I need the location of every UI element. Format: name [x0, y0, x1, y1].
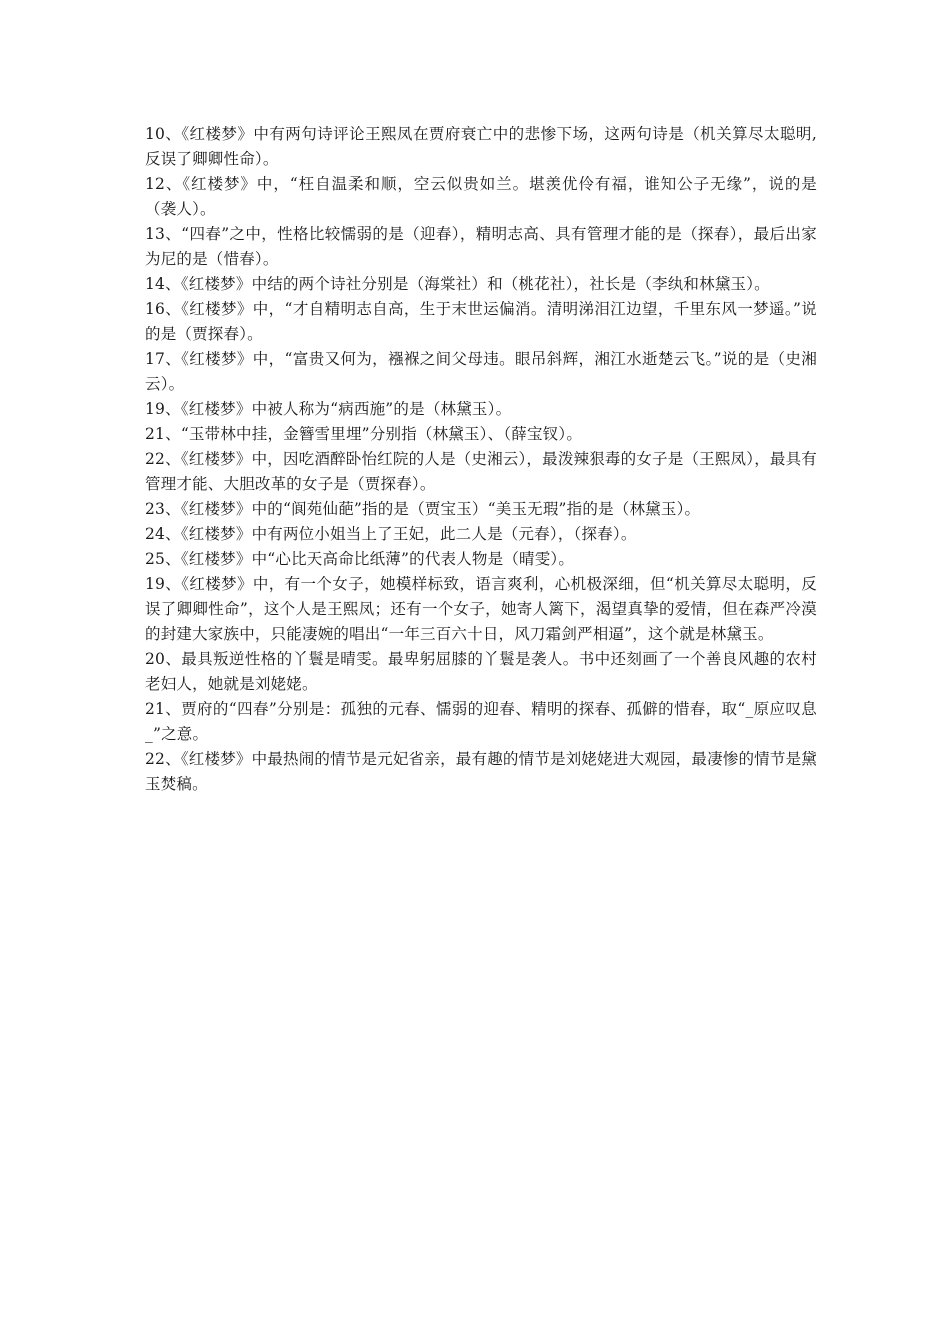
- paragraph-q24: 24、《红楼梦》中有两位小姐当上了王妃，此二人是（元春），（探春）。: [145, 525, 637, 543]
- paragraph-q14: 14、《红楼梦》中结的两个诗社分别是（海棠社）和（桃花社），社长是（李纨和林黛玉）。: [145, 275, 770, 293]
- paragraph-q21b: 21、贾府的“四春”分别是：孤独的元春、懦弱的迎春、精明的探春、孤僻的惜春，取“_原应叹息_”之意。: [145, 700, 817, 743]
- paragraph-q20: 20、最具叛逆性格的丫鬟是晴雯。最卑躬屈膝的丫鬟是袭人。书中还刻画了一个善良风趣的农村老妇人，她就是刘姥姥。: [145, 650, 817, 693]
- paragraph-q13: 13、“四春”之中，性格比较懦弱的是（迎春），精明志高、具有管理才能的是（探春），最后出家为尼的是（惜春）。: [145, 225, 817, 268]
- paragraph-q22a: 22、《红楼梦》中，因吃酒醉卧怡红院的人是（史湘云），最泼辣狠毒的女子是（王熙凤），最具有管理才能、大胆改革的女子是（贾探春）。: [145, 450, 817, 493]
- paragraph-q21a: 21、“玉带林中挂，金簪雪里埋”分别指（林黛玉）、（薛宝钗）。: [145, 425, 583, 443]
- paragraph-q16: 16、《红楼梦》中，“才自精明志自高，生于末世运偏消。清明涕泪江边望，千里东风一梦遥。”说的是（贾探春）。: [145, 300, 817, 343]
- paragraph-q25: 25、《红楼梦》中“心比天高命比纸薄”的代表人物是（晴雯）。: [145, 550, 575, 568]
- paragraph-q17: 17、《红楼梦》中，“富贵又何为，襁褓之间父母违。眼吊斜辉，湘江水逝楚云飞。”说的是（史湘云）。: [145, 350, 817, 393]
- paragraph-q10: 10、《红楼梦》中有两句诗评论王熙凤在贾府衰亡中的悲惨下场，这两句诗是（机关算尽太聪明,反误了卿卿性命）。: [145, 125, 817, 168]
- document-body: [145, 122, 817, 797]
- paragraph-q19b: 19、《红楼梦》中，有一个女子，她模样标致，语言爽利，心机极深细，但“机关算尽太聪明，反误了卿卿性命”，这个人是王熙凤；还有一个女子，她寄人篱下，渴望真挚的爱情，但在森严冷漠的封建大家族中，只能凄婉的唱出“一年三百六十日，风刀霜剑严相逼”，这个就是林黛玉。: [145, 575, 817, 643]
- paragraph-q12: 12、《红楼梦》中，“枉自温柔和顺，空云似贵如兰。堪羡优伶有福，谁知公子无缘”，说的是（袭人）。: [145, 175, 817, 218]
- paragraph-q22b: 22、《红楼梦》中最热闹的情节是元妃省亲，最有趣的情节是刘姥姥进大观园，最凄惨的情节是黛玉焚稿。: [145, 750, 817, 793]
- paragraph-q23: 23、《红楼梦》中的“阆苑仙葩”指的是（贾宝玉）“美玉无瑕”指的是（林黛玉）。: [145, 500, 701, 518]
- paragraph-q19a: 19、《红楼梦》中被人称为“病西施”的是（林黛玉）。: [145, 400, 512, 418]
